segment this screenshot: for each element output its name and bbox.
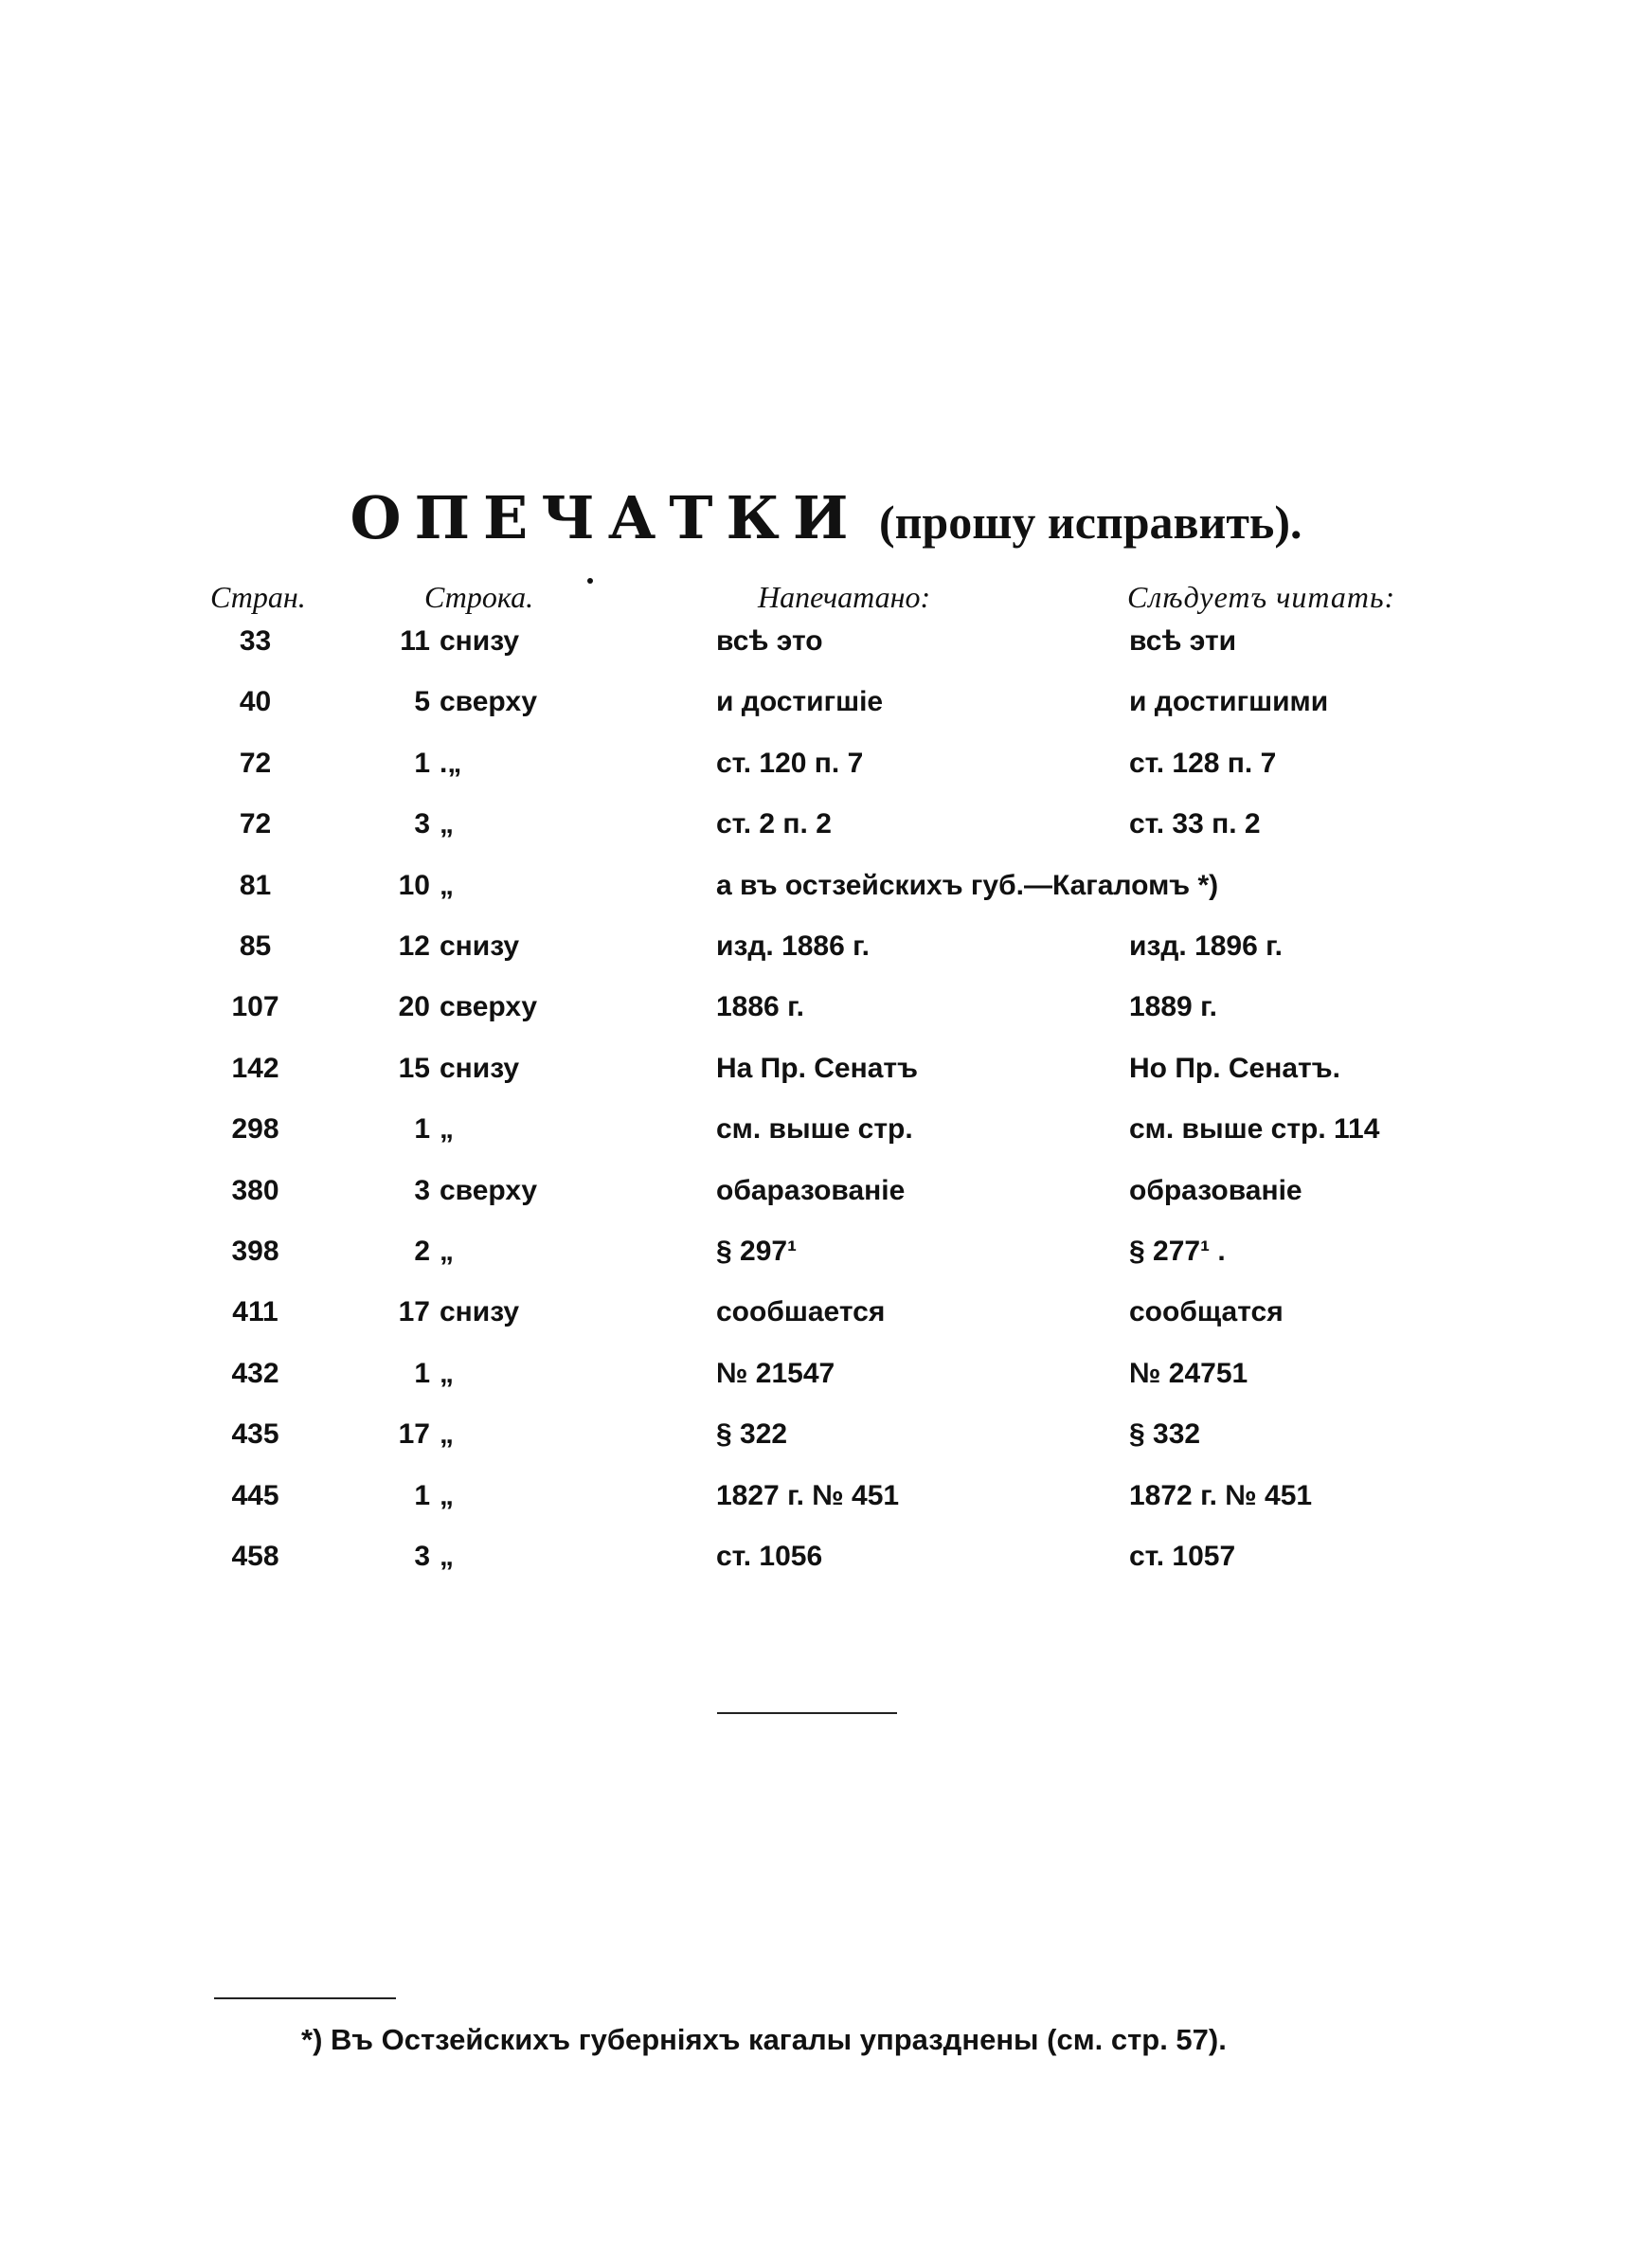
table-row: [0, 748, 1652, 795]
row-line-number: 1: [414, 1480, 430, 1511]
table-row: [0, 1418, 1652, 1466]
row-page: 380: [231, 1175, 279, 1206]
separator-line: [717, 1712, 897, 1714]
table-row: [0, 870, 1652, 917]
row-page: 298: [231, 1113, 279, 1145]
row-read: ст. 1057: [1129, 1541, 1236, 1572]
row-read: изд. 1896 г.: [1129, 930, 1283, 962]
table-row: [0, 625, 1652, 673]
table-row: [0, 1296, 1652, 1344]
row-line-position: „: [440, 808, 454, 840]
row-page: 435: [231, 1418, 279, 1450]
row-line-position: сверху: [440, 1175, 538, 1206]
header-printed: Напечатано:: [758, 580, 931, 614]
row-line-number: 17: [398, 1418, 430, 1450]
row-page: 40: [239, 686, 272, 717]
row-line-number: 17: [398, 1296, 430, 1327]
row-printed: всѣ это: [716, 625, 823, 657]
row-line-position: „: [440, 1113, 454, 1145]
row-line-number: 5: [414, 686, 430, 717]
table-row: [0, 1236, 1652, 1283]
row-page: 72: [239, 808, 272, 840]
row-line-number: 15: [398, 1053, 430, 1084]
row-line-position: „: [440, 870, 454, 901]
header-read: Слѣдуетъ читать:: [1127, 580, 1396, 614]
row-page: 72: [239, 748, 272, 779]
row-read: сообщатся: [1129, 1296, 1284, 1327]
row-read: см. выше стр. 114: [1129, 1113, 1380, 1145]
row-line-position: .„: [440, 748, 462, 779]
row-page: 85: [239, 930, 272, 962]
table-row: [0, 1480, 1652, 1527]
row-line-number: 12: [398, 930, 430, 962]
row-printed: см. выше стр.: [716, 1113, 913, 1145]
row-line-number: 3: [414, 1541, 430, 1572]
title-note: (прошу исправить).: [878, 496, 1302, 549]
row-read: и достигшими: [1129, 686, 1329, 717]
row-read: Но Пр. Сенатъ.: [1129, 1053, 1340, 1084]
row-read: § 332: [1129, 1418, 1201, 1450]
row-printed: ст. 2 п. 2: [716, 808, 832, 840]
row-printed: и достигшіе: [716, 686, 884, 717]
row-line-position: „: [440, 1358, 454, 1389]
row-line-position: „: [440, 1480, 454, 1511]
row-printed: сообшается: [716, 1296, 886, 1327]
row-line-number: 2: [414, 1236, 430, 1267]
row-printed: 1827 г. № 451: [716, 1480, 900, 1511]
row-read: образованіе: [1129, 1175, 1302, 1206]
row-page: 33: [239, 625, 272, 657]
row-read: ст. 33 п. 2: [1129, 808, 1261, 840]
row-line-number: 1: [414, 1113, 430, 1145]
row-line-number: 3: [414, 1175, 430, 1206]
table-row: [0, 686, 1652, 733]
table-row: [0, 1053, 1652, 1100]
row-printed: § 322: [716, 1418, 788, 1450]
row-line-number: 3: [414, 808, 430, 840]
row-page: 458: [231, 1541, 279, 1572]
row-read: ст. 128 п. 7: [1129, 748, 1277, 779]
row-line-position: „: [440, 1236, 454, 1267]
row-line-position: сверху: [440, 991, 538, 1022]
row-page: 107: [231, 991, 279, 1022]
row-read: всѣ эти: [1129, 625, 1237, 657]
table-row: [0, 1541, 1652, 1588]
title-main: ОПЕЧАТКИ: [350, 483, 862, 552]
row-line-position: сверху: [440, 686, 538, 717]
row-printed: ст. 120 п. 7: [716, 748, 864, 779]
row-line-number: 10: [398, 870, 430, 901]
row-printed: № 21547: [716, 1358, 835, 1389]
row-page: 445: [231, 1480, 279, 1511]
footnote-rule: [214, 1997, 396, 1999]
row-read: 1889 г.: [1129, 991, 1217, 1022]
row-printed: § 297¹: [716, 1236, 798, 1267]
row-printed: изд. 1886 г.: [716, 930, 870, 962]
table-row: [0, 991, 1652, 1038]
row-printed: обаразованіе: [716, 1175, 906, 1206]
row-page: 81: [239, 870, 272, 901]
row-page: 432: [231, 1358, 279, 1389]
row-page: 398: [231, 1236, 279, 1267]
table-row: [0, 1113, 1652, 1161]
row-line-position: снизу: [440, 625, 520, 657]
footnote: *) Въ Остзейскихъ губерніяхъ кагалы упразднены (см. стр. 57).: [301, 2023, 1227, 2056]
table-row: [0, 1175, 1652, 1222]
row-printed: ст. 1056: [716, 1541, 823, 1572]
row-printed: На Пр. Сенатъ: [716, 1053, 918, 1084]
row-line-position: снизу: [440, 930, 520, 962]
page-title: [0, 485, 1652, 555]
row-printed: 1886 г.: [716, 991, 804, 1022]
header-page: Стран.: [210, 580, 306, 614]
row-line-position: снизу: [440, 1053, 520, 1084]
table-row: [0, 1358, 1652, 1405]
row-line-number: 11: [400, 625, 430, 657]
row-line-number: 1: [414, 1358, 430, 1389]
row-line-number: 1: [414, 748, 430, 779]
header-line: Строка.: [424, 580, 534, 614]
row-page: 142: [231, 1053, 279, 1084]
row-line-position: снизу: [440, 1296, 520, 1327]
row-page: 411: [232, 1296, 278, 1327]
row-read: 1872 г. № 451: [1129, 1480, 1313, 1511]
row-line-number: 20: [398, 991, 430, 1022]
table-row: [0, 930, 1652, 978]
row-read: № 24751: [1129, 1358, 1248, 1389]
table-header: [0, 580, 1652, 627]
row-line-position: „: [440, 1418, 454, 1450]
row-read: § 277¹ .: [1129, 1236, 1226, 1267]
row-line-position: „: [440, 1541, 454, 1572]
table-row: [0, 808, 1652, 856]
row-printed: а въ остзейскихъ губ.—Кагаломъ *): [716, 870, 1219, 901]
